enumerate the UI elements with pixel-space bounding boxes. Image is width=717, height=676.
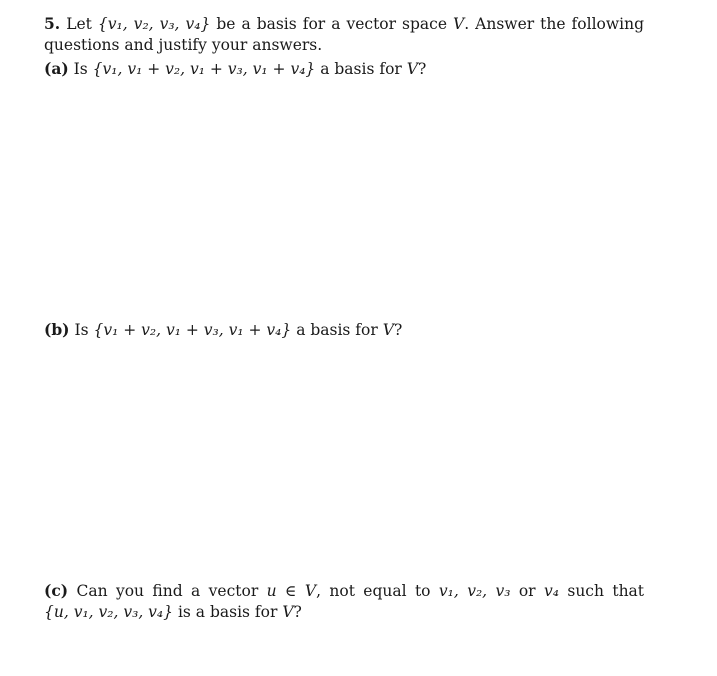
part-c-or: or <box>518 582 536 600</box>
space-symbol: V <box>453 15 465 33</box>
part-a-suffix: a basis for <box>320 60 402 78</box>
part-a-label: (a) <box>44 59 69 78</box>
intro-prefix: Let <box>66 15 92 33</box>
part-c-line1-end: such that <box>567 582 645 600</box>
part-c-line2-space: V <box>282 603 294 621</box>
part-c-vector: u <box>266 582 277 600</box>
part-c-membership: ∈ <box>285 582 297 600</box>
part-a-prefix: Is <box>73 60 88 78</box>
part-b-set: {v₁ + v₂, v₁ + v₃, v₁ + v₄} <box>93 321 292 339</box>
problem-intro-line1 <box>44 14 644 34</box>
part-b-space: V <box>382 321 394 339</box>
part-b-prefix: Is <box>74 321 89 339</box>
part-c-set: {u, v₁, v₂, v₃, v₄} <box>44 603 174 621</box>
part-b-label: (b) <box>44 320 70 339</box>
basis-set: {v₁, v₂, v₃, v₄} <box>97 15 211 33</box>
part-c-line1-text: Can you find a vector <box>76 582 259 600</box>
problem-intro-line2: questions and justify your answers. <box>44 36 323 54</box>
part-c-line2 <box>44 602 644 622</box>
part-c-line2-end: ? <box>293 603 302 621</box>
problem-number: 5. <box>44 14 61 33</box>
part-c-line1 <box>44 581 644 601</box>
part-c-line1-mid: , not equal to <box>316 582 431 600</box>
part-b-suffix: a basis for <box>296 321 378 339</box>
part-c-line2-suffix: is a basis for <box>177 603 278 621</box>
intro-end: . Answer the following <box>464 15 644 33</box>
part-a-end: ? <box>417 60 427 78</box>
part-c-last-vector: v₄ <box>543 582 559 600</box>
part-b-end: ? <box>393 321 403 339</box>
part-c-label: (c) <box>44 581 69 600</box>
part-b-question <box>44 320 644 340</box>
part-c-vectors-listed: v₁, v₂, v₃ <box>438 582 511 600</box>
part-c-space: V <box>304 582 317 600</box>
part-a-set: {v₁, v₁ + v₂, v₁ + v₃, v₁ + v₄} <box>92 60 316 78</box>
part-a-space: V <box>406 60 418 78</box>
intro-suffix: be a basis for a vector space <box>216 15 448 33</box>
part-a-question <box>44 59 644 79</box>
